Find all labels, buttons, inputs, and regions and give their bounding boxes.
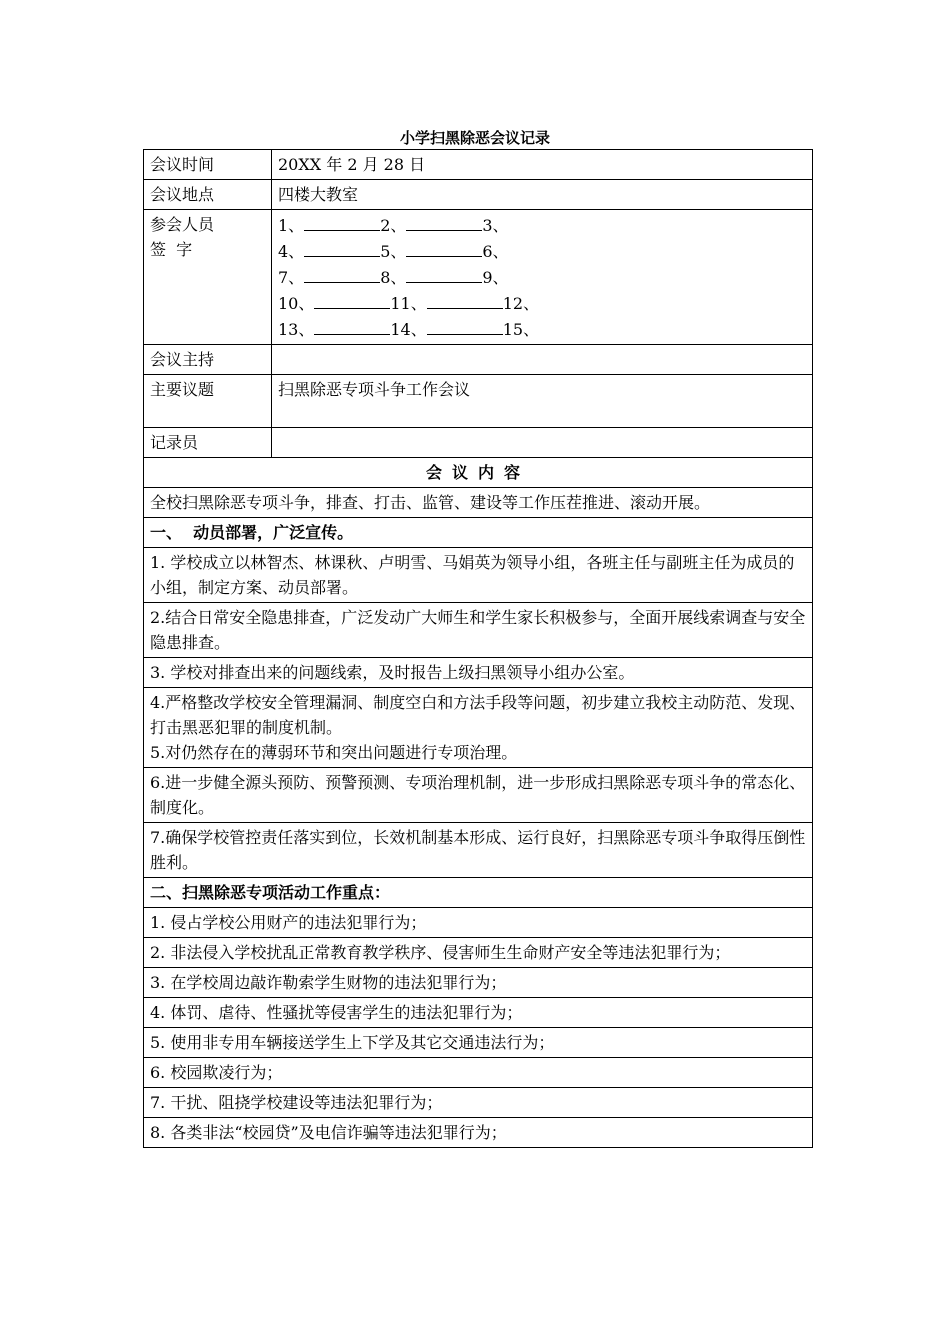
- section1-item-4: 4.严格整改学校安全管理漏洞、制度空白和方法手段等问题，初步建立我校主动防范、发现、打击黑恶犯罪的制度机制。: [150, 693, 806, 737]
- table-row: [144, 603, 813, 658]
- signature-number: 5、: [380, 242, 407, 261]
- section1-heading: 一、 动员部署，广泛宣传。: [144, 518, 813, 548]
- signature-blank[interactable]: [314, 316, 390, 335]
- signature-number: 11、: [390, 294, 427, 313]
- section1-item-6: 6.进一步健全源头预防、预警预测、专项治理机制，进一步形成扫黑除恶专项斗争的常态化、制度化。: [144, 768, 813, 823]
- row-section1-heading: [144, 518, 813, 548]
- table-row: [144, 998, 813, 1028]
- signature-blank[interactable]: [406, 238, 482, 257]
- signature-blank[interactable]: [304, 212, 380, 231]
- section1-item-2: 2.结合日常安全隐患排查，广泛发动广大师生和学生家长积极参与，全面开展线索调查与安全隐患排查。: [144, 603, 813, 658]
- signature-line: [278, 212, 806, 238]
- signature-number: 12、: [502, 294, 540, 313]
- signature-line: [278, 264, 806, 290]
- attendees-label: [144, 210, 272, 345]
- section2-item-7: 7. 干扰、阻挠学校建设等违法犯罪行为；: [144, 1088, 813, 1118]
- signature-blank[interactable]: [406, 264, 482, 283]
- signature-number: 7、: [278, 268, 305, 287]
- attendees-signatures: [272, 210, 813, 345]
- section2-item-2: 2. 非法侵入学校扰乱正常教育教学秩序、侵害师生生命财产安全等违法犯罪行为；: [144, 938, 813, 968]
- signature-line: [278, 238, 806, 264]
- topic-label: 主要议题: [144, 375, 272, 428]
- section1-items-4-5: [144, 688, 813, 768]
- section2-item-6: 6. 校园欺凌行为；: [144, 1058, 813, 1088]
- row-section2-heading: [144, 878, 813, 908]
- row-attendees: [144, 210, 813, 345]
- section2-item-4: 4. 体罚、虐待、性骚扰等侵害学生的违法犯罪行为；: [144, 998, 813, 1028]
- signature-line: [278, 290, 806, 316]
- section2-item-1: 1. 侵占学校公用财产的违法犯罪行为；: [144, 908, 813, 938]
- signature-number: 9、: [482, 268, 509, 287]
- section1-item-5: 5.对仍然存在的薄弱环节和突出问题进行专项治理。: [150, 743, 518, 762]
- table-row: [144, 823, 813, 878]
- meeting-time-value: 20XX 年 2 月 28 日: [272, 150, 813, 180]
- row-content-header: [144, 458, 813, 488]
- table-row: [144, 968, 813, 998]
- recorder-label: 记录员: [144, 428, 272, 458]
- row-meeting-place: [144, 180, 813, 210]
- signature-blank[interactable]: [314, 290, 390, 309]
- table-row: [144, 1118, 813, 1148]
- section2-item-5: 5. 使用非专用车辆接送学生上下学及其它交通违法行为；: [144, 1028, 813, 1058]
- attendees-label-line2: 签 字: [150, 240, 193, 259]
- signature-number: 2、: [380, 216, 407, 235]
- signature-blank[interactable]: [406, 212, 482, 231]
- table-row: [144, 548, 813, 603]
- host-value: [272, 345, 813, 375]
- signature-number: 1、: [278, 216, 305, 235]
- signature-number: 14、: [390, 320, 427, 339]
- signature-number: 10、: [278, 294, 315, 313]
- signature-number: 15、: [502, 320, 540, 339]
- meeting-time-label: 会议时间: [144, 150, 272, 180]
- signature-line: [278, 316, 806, 342]
- intro-text: 全校扫黑除恶专项斗争，排查、打击、监管、建设等工作压茬推进、滚动开展。: [144, 488, 813, 518]
- section2-item-8: 8. 各类非法“校园贷”及电信诈骗等违法犯罪行为；: [144, 1118, 813, 1148]
- row-intro: [144, 488, 813, 518]
- section2-heading: 二、扫黑除恶专项活动工作重点：: [144, 878, 813, 908]
- signature-blank[interactable]: [304, 264, 380, 283]
- signature-blank[interactable]: [427, 316, 503, 335]
- meeting-record-table: [143, 149, 813, 1148]
- recorder-value: [272, 428, 813, 458]
- meeting-place-label: 会议地点: [144, 180, 272, 210]
- signature-number: 3、: [482, 216, 509, 235]
- row-recorder: [144, 428, 813, 458]
- table-row: [144, 1088, 813, 1118]
- host-label: 会议主持: [144, 345, 272, 375]
- table-row: [144, 658, 813, 688]
- topic-value: 扫黑除恶专项斗争工作会议: [272, 375, 813, 428]
- table-row: [144, 938, 813, 968]
- signature-number: 4、: [278, 242, 305, 261]
- row-topic: [144, 375, 813, 428]
- table-row: [144, 688, 813, 768]
- signature-number: 8、: [380, 268, 407, 287]
- content-header: 会议内容: [144, 458, 813, 488]
- table-row: [144, 1058, 813, 1088]
- section1-item-3: 3. 学校对排查出来的问题线索，及时报告上级扫黑领导小组办公室。: [144, 658, 813, 688]
- meeting-place-value: 四楼大教室: [272, 180, 813, 210]
- table-row: [144, 768, 813, 823]
- signature-number: 6、: [482, 242, 509, 261]
- row-meeting-time: [144, 150, 813, 180]
- section1-item-7: 7.确保学校管控责任落实到位，长效机制基本形成、运行良好，扫黑除恶专项斗争取得压倒性胜利。: [144, 823, 813, 878]
- document-title: 小学扫黑除恶会议记录: [399, 129, 550, 147]
- signature-blank[interactable]: [427, 290, 503, 309]
- row-host: [144, 345, 813, 375]
- signature-number: 13、: [278, 320, 315, 339]
- section1-item-1: 1. 学校成立以林智杰、林课秋、卢明雪、马娟英为领导小组，各班主任与副班主任为成员的小组，制定方案、动员部署。: [144, 548, 813, 603]
- table-row: [144, 1028, 813, 1058]
- attendees-label-line1: 参会人员: [150, 215, 215, 234]
- signature-blank[interactable]: [304, 238, 380, 257]
- section2-item-3: 3. 在学校周边敲诈勒索学生财物的违法犯罪行为；: [144, 968, 813, 998]
- table-row: [144, 908, 813, 938]
